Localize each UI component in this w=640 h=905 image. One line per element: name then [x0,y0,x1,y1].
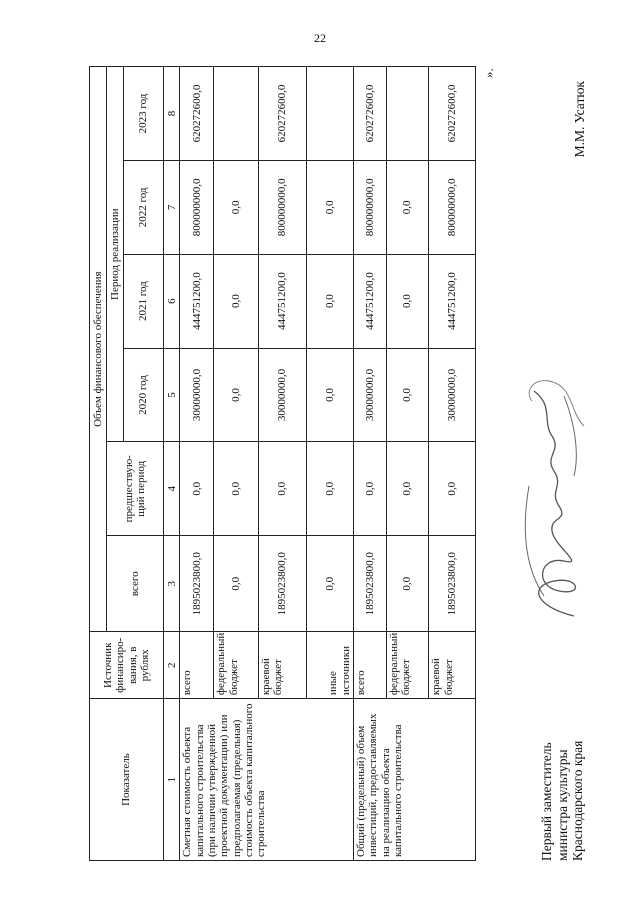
header-indicator: Показатель [90,699,164,861]
column-number: 5 [164,348,180,442]
value-cell: 620272600,0 [180,67,214,161]
value-cell: 1895023800,0 [180,536,214,632]
source-cell: краевой бюджет [258,632,307,699]
value-cell: 0,0 [180,442,214,536]
header-year: 2023 год [123,67,163,161]
source-cell: всего [180,632,214,699]
value-cell: 0,0 [386,254,428,348]
column-number: 3 [164,536,180,632]
header-year: 2021 год [123,254,163,348]
signer-name: М.М. Усатюк [572,81,587,158]
page-number: 22 [314,31,326,45]
column-number: 8 [164,67,180,161]
value-cell: 1895023800,0 [354,536,387,632]
column-number: 1 [164,699,180,861]
value-cell: 1895023800,0 [258,536,307,632]
value-cell: 0,0 [386,160,428,254]
header-volume: Объем финансового обеспечения [90,67,107,632]
value-cell: 0,0 [214,442,259,536]
value-cell: 800000000,0 [354,160,387,254]
header-source: Источник финансиро-вания, в рублях [90,632,164,699]
value-cell: 0,0 [307,348,354,442]
value-cell: 0,0 [258,442,307,536]
value-cell: 620272600,0 [429,67,476,161]
financing-table [89,66,476,861]
value-cell [214,67,259,161]
value-cell: 0,0 [307,160,354,254]
source-cell: федеральный бюджет [214,632,259,699]
value-cell: 444751200,0 [429,254,476,348]
header-period: Период реализации [106,67,123,442]
value-cell: 0,0 [307,442,354,536]
value-cell: 800000000,0 [429,160,476,254]
header-total: всего [106,536,163,632]
value-cell: 30000000,0 [180,348,214,442]
column-number: 2 [164,632,180,699]
value-cell [386,67,428,161]
value-cell: 620272600,0 [258,67,307,161]
value-cell: 0,0 [214,536,259,632]
header-year: 2022 год [123,160,163,254]
column-number: 6 [164,254,180,348]
source-cell: федеральный бюджет [386,632,428,699]
value-cell: 620272600,0 [354,67,387,161]
value-cell: 444751200,0 [180,254,214,348]
rotated-page-content [89,61,589,861]
value-cell: 0,0 [386,348,428,442]
source-cell: всего [354,632,387,699]
value-cell: 30000000,0 [258,348,307,442]
value-cell: 30000000,0 [429,348,476,442]
value-cell [307,67,354,161]
value-cell: 800000000,0 [258,160,307,254]
closing-quote: ». [481,68,496,78]
value-cell: 0,0 [214,160,259,254]
source-cell: иные источники [307,632,354,699]
signer-title-line: министра культуры [554,749,570,861]
value-cell: 0,0 [214,254,259,348]
signer-title [539,741,586,861]
header-year: 2020 год [123,348,163,442]
table-row [354,67,387,861]
value-cell: 0,0 [307,254,354,348]
source-cell: краевой бюджет [429,632,476,699]
column-number: 4 [164,442,180,536]
value-cell: 0,0 [354,442,387,536]
value-cell: 444751200,0 [354,254,387,348]
indicator-cell: Общий (предельный) объем инвестиций, предоставляемых на реализацию объекта капитального строительства [354,699,476,861]
header-previous: предшествую-щий период [106,442,163,536]
value-cell: 0,0 [386,536,428,632]
value-cell: 0,0 [214,348,259,442]
handwritten-signature [514,376,594,626]
value-cell: 444751200,0 [258,254,307,348]
signer-title-line: Краснодарского края [570,740,586,861]
value-cell: 800000000,0 [180,160,214,254]
value-cell: 30000000,0 [354,348,387,442]
value-cell: 1895023800,0 [429,536,476,632]
indicator-cell: Сметная стоимость объекта капитального строительства (при наличии утвержденной проектной документации) или предполагаемая (предельная) стоимость объекта капитального строительства [180,699,354,861]
value-cell: 0,0 [429,442,476,536]
value-cell: 0,0 [307,536,354,632]
table-row [180,67,214,861]
column-number: 7 [164,160,180,254]
signer-title-line: Первый заместитель [539,742,554,861]
value-cell: 0,0 [386,442,428,536]
